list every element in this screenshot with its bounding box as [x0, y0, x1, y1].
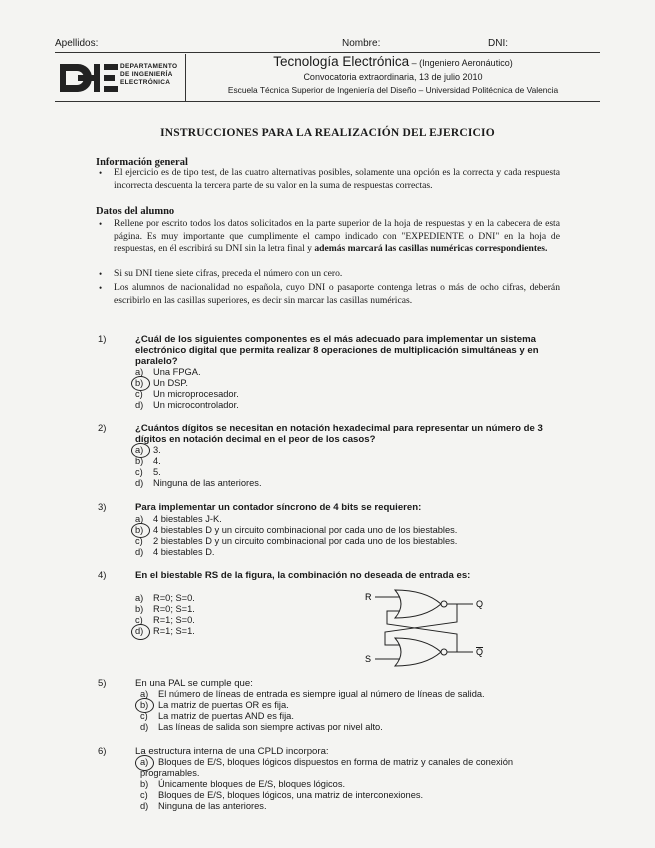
q1-option-c[interactable]: c) Un microprocesador. [135, 389, 239, 399]
q2-option-b[interactable]: b) 4. [135, 456, 161, 466]
q3-option-a[interactable]: a) 4 biestables J-K. [135, 514, 222, 524]
bullet-icon: • [99, 269, 103, 279]
question-5-text: En una PAL se cumple que: [135, 678, 253, 689]
qbar-label: Q [476, 647, 484, 657]
header-top-rule [55, 52, 600, 53]
question-4-text: En el biestable RS de la figura, la combinación no deseada de entrada es: [135, 570, 471, 581]
q6-option-b[interactable]: b) Únicamente bloques de E/S, bloques lógicos. [140, 779, 346, 789]
q3-option-b[interactable]: b) 4 biestables D y un circuito combinacional por cada uno de los biestables. [135, 525, 458, 535]
apellidos-label: Apellidos: [55, 38, 99, 49]
question-number: 1) [98, 334, 107, 345]
answer-mark [131, 376, 150, 391]
answer-mark [131, 443, 150, 458]
q1-option-b[interactable]: b) Un DSP. [135, 378, 188, 388]
header-divider [185, 54, 186, 101]
inverter-bubble-icon [441, 649, 447, 655]
convocatoria: Convocatoria extraordinaria, 13 de julio 2010 [303, 72, 483, 82]
question-number: 5) [98, 678, 107, 689]
q2-option-d[interactable]: d) Ninguna de las anteriores. [135, 478, 262, 488]
q1-option-a[interactable]: a) Una FPGA. [135, 367, 201, 377]
question-3-text: Para implementar un contador síncrono de 4 bits se requieren: [135, 502, 422, 513]
answer-mark [131, 523, 150, 538]
question-number: 2) [98, 423, 107, 434]
student-text-1: Rellene por escrito todos los datos solicitados en la parte superior de la hoja de respuestas y en la cabecera de esta página. Es muy importante que cumplimente el campo indicado con "EXPEDIENTE o DNI" en la hoja de respuestas, en él escribirá su DNI sin la letra final y además marcará las casillas numéricas correspondientes. [114, 218, 560, 254]
student-data-title: Datos del alumno [96, 206, 175, 217]
answer-mark [131, 624, 150, 640]
r-label: R [365, 592, 372, 602]
header-bottom-rule [55, 101, 600, 102]
dni-label: DNI: [488, 38, 508, 49]
nor-gate-top [395, 590, 441, 618]
bullet-icon: • [99, 283, 103, 293]
inverter-bubble-icon [441, 601, 447, 607]
answer-mark [135, 698, 154, 713]
q4-option-d[interactable]: d) R=1; S=1. [135, 626, 195, 636]
question-6-text: La estructura interna de una CPLD incorpora: [135, 746, 329, 757]
bullet-icon: • [99, 219, 103, 229]
q5-option-c[interactable]: c) La matriz de puertas AND es fija. [140, 711, 294, 721]
course-subtitle: – (Ingeniero Aeronáutico) [409, 58, 513, 68]
q5-option-d[interactable]: d) Las líneas de salida son siempre activas por nivel alto. [140, 722, 383, 732]
question-number: 3) [98, 502, 107, 513]
s-label: S [365, 654, 372, 664]
q-label: Q [476, 599, 484, 609]
dept-name: DEPARTAMENTO DE INGENIERÍA ELECTRÓNICA [120, 63, 178, 86]
q5-option-a[interactable]: a) El número de líneas de entrada es siempre igual al número de líneas de salida. [140, 689, 485, 699]
general-info-text: El ejercicio es de tipo test, de las cuatro alternativas posibles, solamente una opción es la correcta y cada respuesta incorrecta descuenta la tercera parte de su valor en la suma de respuestas correctas. [114, 167, 560, 191]
school-name: Escuela Técnica Superior de Ingeniería del Diseño – Universidad Politécnica de Valencia [227, 85, 559, 95]
nor-gate-bottom [395, 638, 441, 666]
q4-option-a[interactable]: a) R=0; S=0. [135, 593, 195, 603]
bullet-icon: • [99, 168, 103, 178]
q6-option-a[interactable]: a) Bloques de E/S, bloques lógicos dispuestos en forma de matriz y canales de conexión programables. [140, 757, 514, 778]
instructions-title: INSTRUCCIONES PARA LA REALIZACIÓN DEL EJERCICIO [160, 127, 495, 139]
q2-option-a[interactable]: a) 3. [135, 445, 161, 455]
q4-option-b[interactable]: b) R=0; S=1. [135, 604, 195, 614]
course-header [188, 54, 598, 96]
nombre-label: Nombre: [342, 38, 381, 49]
question-1-text: ¿Cuál de los siguientes componentes es el más adecuado para implementar un sistema electrónico digital que permita realizar 8 operaciones de multiplicación simultáneas y en paralelo? [135, 334, 539, 367]
q4-option-c[interactable]: c) R=1; S=0. [135, 615, 195, 625]
student-text-2: Si su DNI tiene siete cifras, preceda el número con un cero. [114, 268, 343, 279]
rs-flipflop-figure [345, 582, 490, 682]
question-2-text: ¿Cuántos dígitos se necesitan en notación hexadecimal para representar un número de 3 dígitos en notación decimal en el peor de los casos? [135, 423, 543, 445]
q3-option-d[interactable]: d) 4 biestables D. [135, 547, 215, 557]
q1-option-d[interactable]: d) Un microcontrolador. [135, 400, 239, 410]
q6-option-d[interactable]: d) Ninguna de las anteriores. [140, 801, 267, 811]
course-title: Tecnología Electrónica [273, 54, 410, 69]
q6-option-c[interactable]: c) Bloques de E/S, bloques lógicos, una matriz de interconexiones. [140, 790, 424, 800]
general-info-title: Información general [96, 157, 188, 168]
question-number: 6) [98, 746, 107, 757]
question-number: 4) [98, 570, 107, 581]
q2-option-c[interactable]: c) 5. [135, 467, 161, 477]
answer-mark [135, 755, 154, 771]
q3-option-c[interactable]: c) 2 biestables D y un circuito combinacional por cada uno de los biestables. [135, 536, 458, 546]
student-text-3: Los alumnos de nacionalidad no española, cuyo DNI o pasaporte contenga letras o más de ocho cifras, deberán escribirlo en las casillas superiores, es decir sin marcar las casillas numéricas. [114, 282, 560, 306]
q5-option-b[interactable]: b) La matriz de puertas OR es fija. [140, 700, 289, 710]
